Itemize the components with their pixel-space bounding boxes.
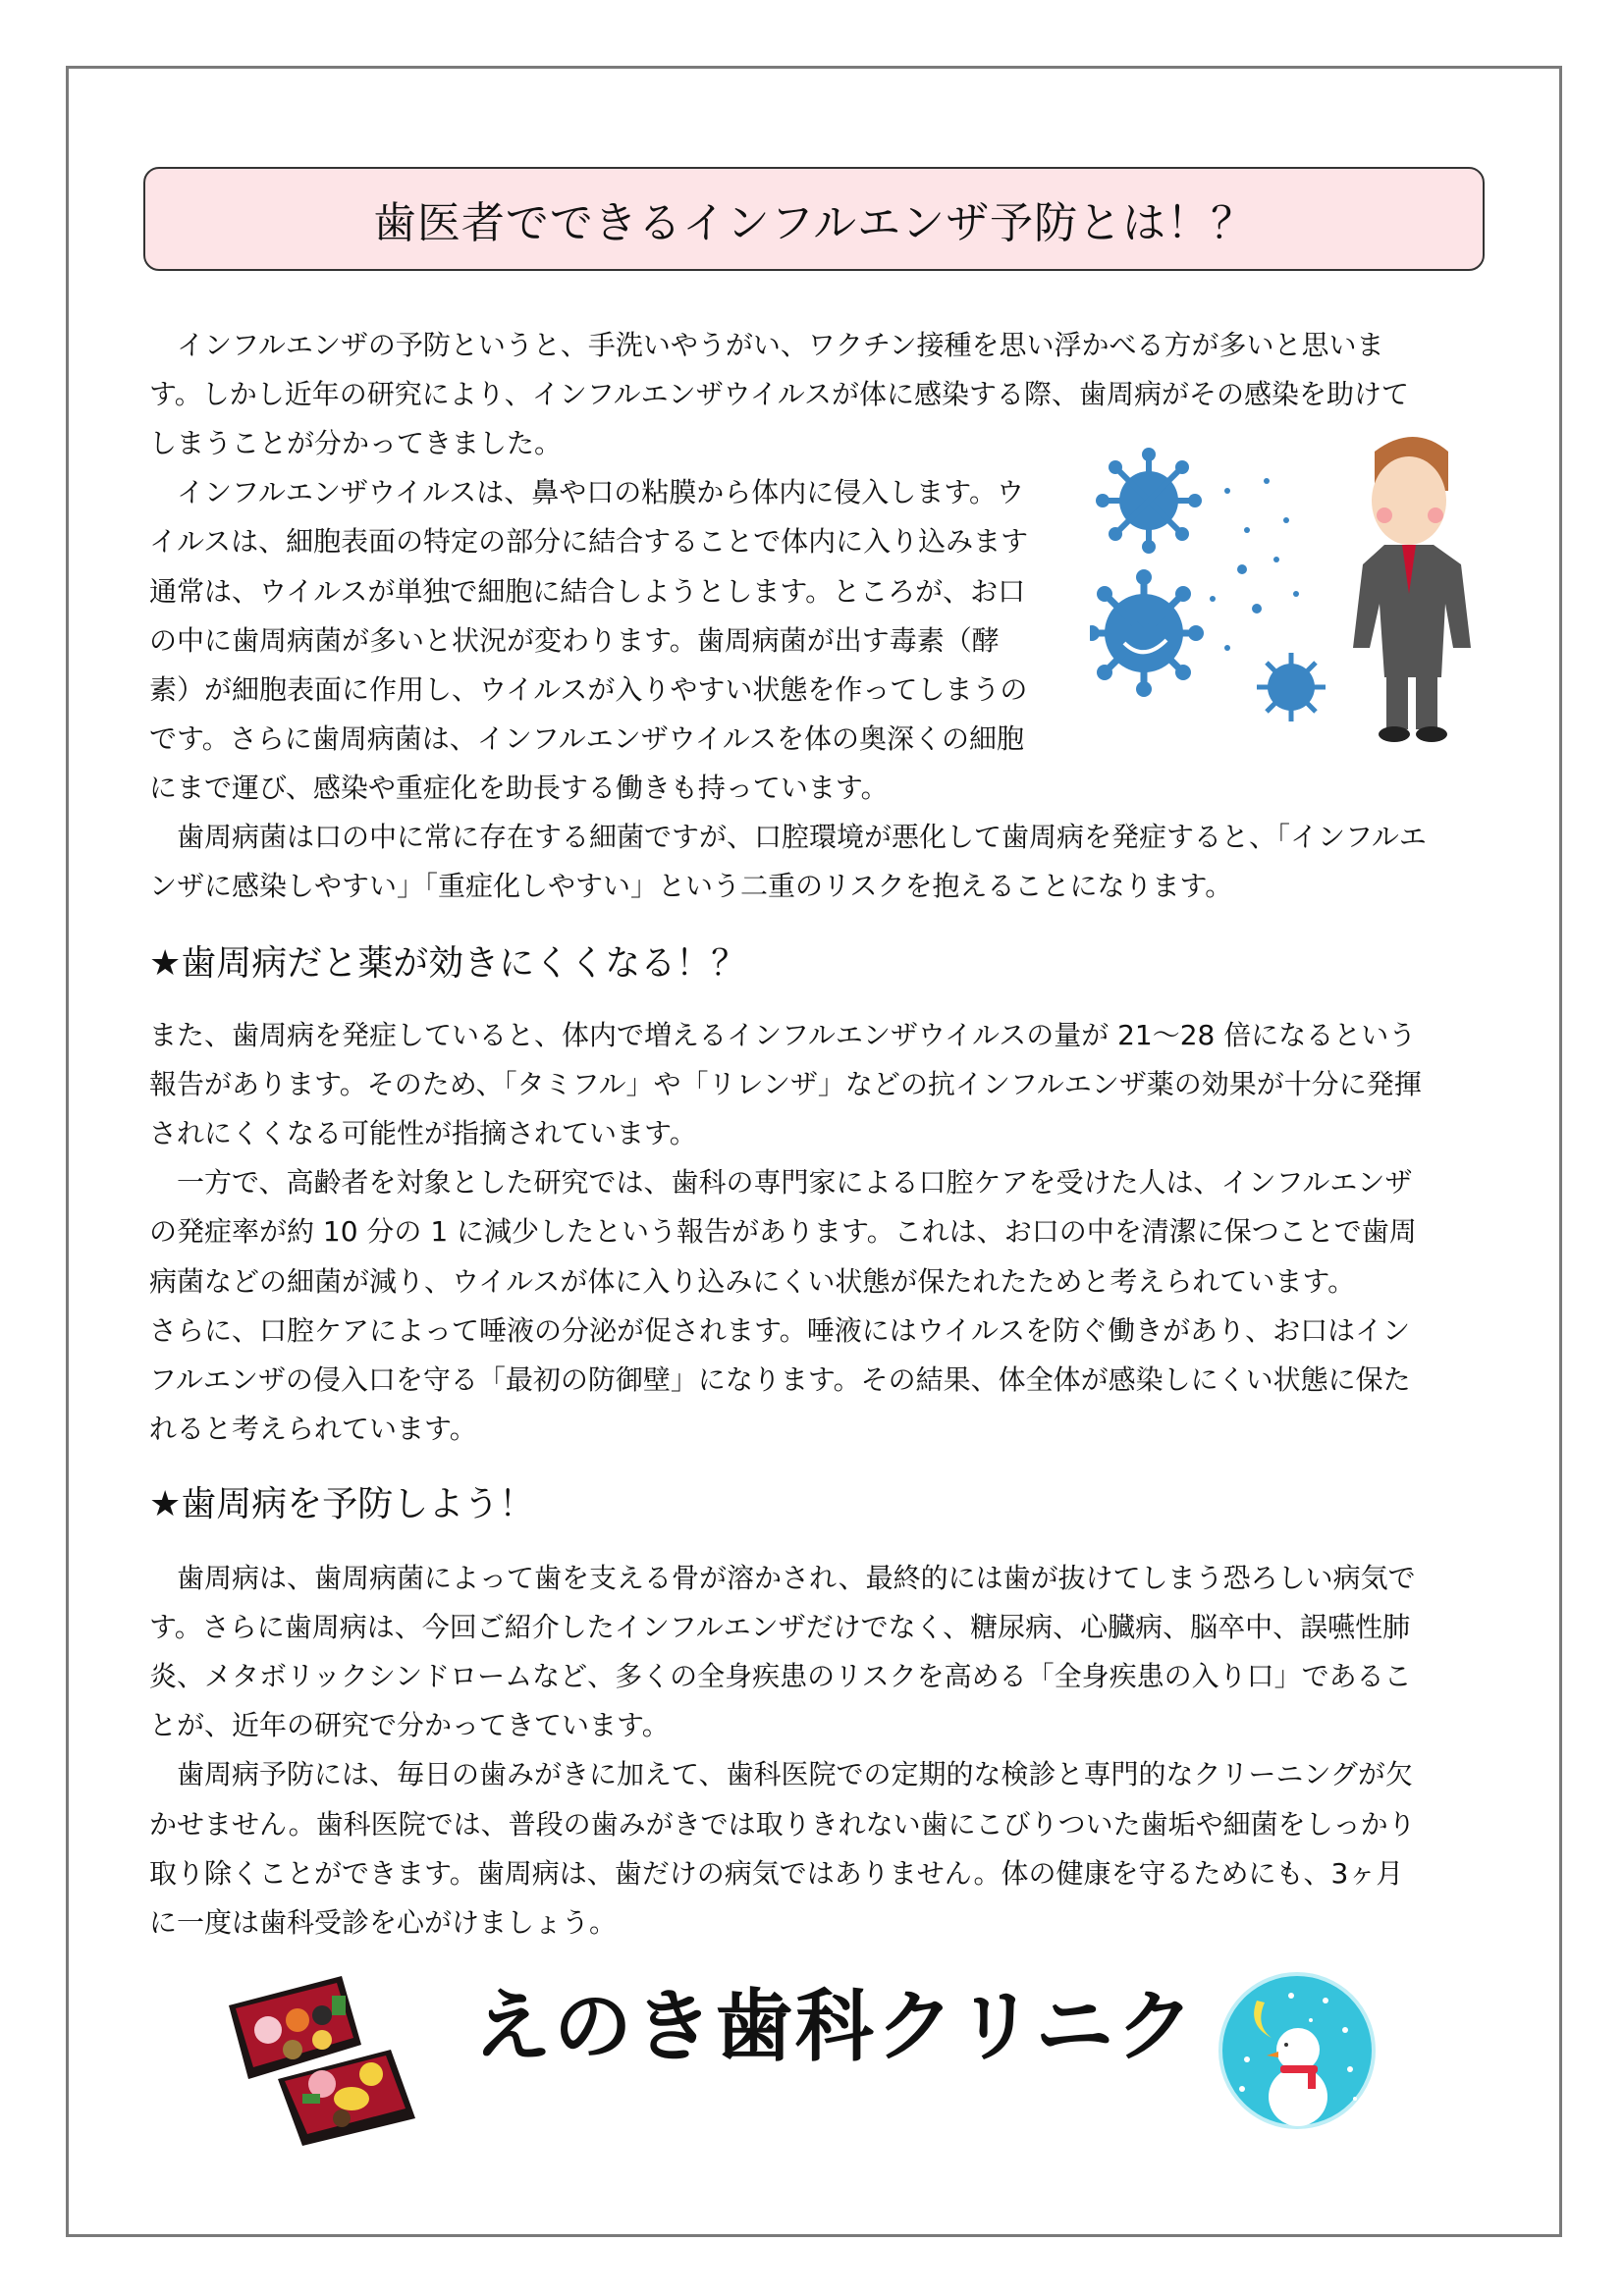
prevention-line: 歯周病は、歯周病菌によって歯を支える骨が溶かされ、最終的には歯が抜けてしまう恐ろしい病気で [149, 1562, 1416, 1594]
intro-line: イルスは、細胞表面の特定の部分に結合することで体内に入り込みます [149, 525, 1029, 559]
prevention-line: す。さらに歯周病は、今回ご紹介したインフルエンザだけでなく、糖尿病、心臓病、脳卒中、誤嚥性肺 [149, 1611, 1411, 1644]
man-icon [1353, 437, 1471, 742]
snowman-illustration [1218, 1971, 1377, 2130]
virus-icon [1090, 569, 1204, 697]
intro-line: ンザに感染しやすい」「重症化しやすい」という二重のリスクを抱えることになります。 [149, 870, 1233, 903]
intro-line: 素）が細胞表面に作用し、ウイルスが入りやすい状態を作ってしまうの [149, 672, 1028, 706]
medicine-line: 一方で、高齢者を対象とした研究では、歯科の専門家による口腔ケアを受けた人は、インフルエンザ [149, 1166, 1413, 1200]
prevention-line: かせません。歯科医院では、普段の歯みがきでは取りきれない歯にこびりついた歯垢や細菌をしっかり [149, 1807, 1416, 1841]
virus-icon [1096, 448, 1202, 554]
intro-line: インフルエンザの予防というと、手洗いやうがい、ワクチン接種を思い浮かべる方が多いと思いま [149, 329, 1384, 361]
virus-icon [1257, 653, 1326, 721]
sneezing-man-virus-illustration [1090, 422, 1483, 746]
droplets-icon [1210, 478, 1299, 651]
medicine-line: れると考えられています。 [149, 1412, 477, 1445]
prevention-line: に一度は歯科受診を心がけましょう。 [149, 1905, 618, 1939]
medicine-line: 病菌などの細菌が減り、ウイルスが体に入り込みにくい状態が保たれたためと考えられています。 [149, 1264, 1356, 1298]
intro-line: す。しかし近年の研究により、インフルエンザウイルスが体に感染する際、歯周病がその感染を助けて [149, 378, 1409, 411]
section-heading-medicine: ★歯周病だと薬が効きにくくなる！？ [149, 943, 747, 984]
medicine-line: の発症率が約 10 分の 1 に減少したという報告があります。これは、お口の中を清潔に保つことで歯周 [149, 1215, 1417, 1249]
intro-line: の中に歯周病菌が多いと状況が変わります。歯周病菌が出す毒素（酵 [149, 623, 1000, 657]
medicine-line: されにくくなる可能性が指摘されています。 [149, 1117, 697, 1150]
clinic-name: えのき歯科クリニク [472, 1981, 1197, 2072]
medicine-line: さらに、口腔ケアによって唾液の分泌が促されます。唾液にはウイルスを防ぐ働きがあり、お口はイン [149, 1313, 1411, 1347]
medicine-line: フルエンザの侵入口を守る「最初の防御壁」になります。その結果、体全体が感染しにくい状態に保た [149, 1362, 1411, 1396]
intro-line: にまで運び、感染や重症化を助長する働きも持っています。 [149, 771, 889, 804]
intro-line: インフルエンザウイルスは、鼻や口の粘膜から体内に侵入します。ウ [149, 476, 1024, 509]
prevention-line: 歯周病予防には、毎日の歯みがきに加えて、歯科医院での定期的な検診と専門的なクリーニングが欠 [149, 1758, 1413, 1791]
intro-line: 歯周病菌は口の中に常に存在する細菌ですが、口腔環境が悪化して歯周病を発症すると、「インフルエ [149, 821, 1427, 853]
intro-line: しまうことが分かってきました。 [149, 427, 563, 460]
osechi-box-illustration [224, 1971, 425, 2146]
prevention-line: とが、近年の研究で分かってきています。 [149, 1709, 670, 1742]
section-heading-prevention: ★歯周病を予防しよう！ [149, 1484, 535, 1524]
page-title: 歯医者でできるインフルエンザ予防とは！？ [372, 198, 1256, 248]
prevention-line: 炎、メタボリックシンドロームなど、多くの全身疾患のリスクを高める「全身疾患の入り口」であるこ [149, 1660, 1412, 1693]
medicine-line: 報告があります。そのため、「タミフル」や「リレンザ」などの抗インフルエンザ薬の効果が十分に発揮 [149, 1068, 1422, 1101]
intro-line: です。さらに歯周病菌は、インフルエンザウイルスを体の奥深くの細胞 [149, 721, 1024, 755]
prevention-line: 取り除くことができます。歯周病は、歯だけの病気ではありません。体の健康を守るためにも、3ヶ月 [149, 1856, 1404, 1890]
intro-line: 通常は、ウイルスが単独で細胞に結合しようとします。ところが、お口 [149, 574, 1026, 608]
title-banner [143, 167, 1485, 271]
medicine-line: また、歯周病を発症していると、体内で増えるインフルエンザウイルスの量が 21～28 倍になるという [149, 1019, 1417, 1051]
